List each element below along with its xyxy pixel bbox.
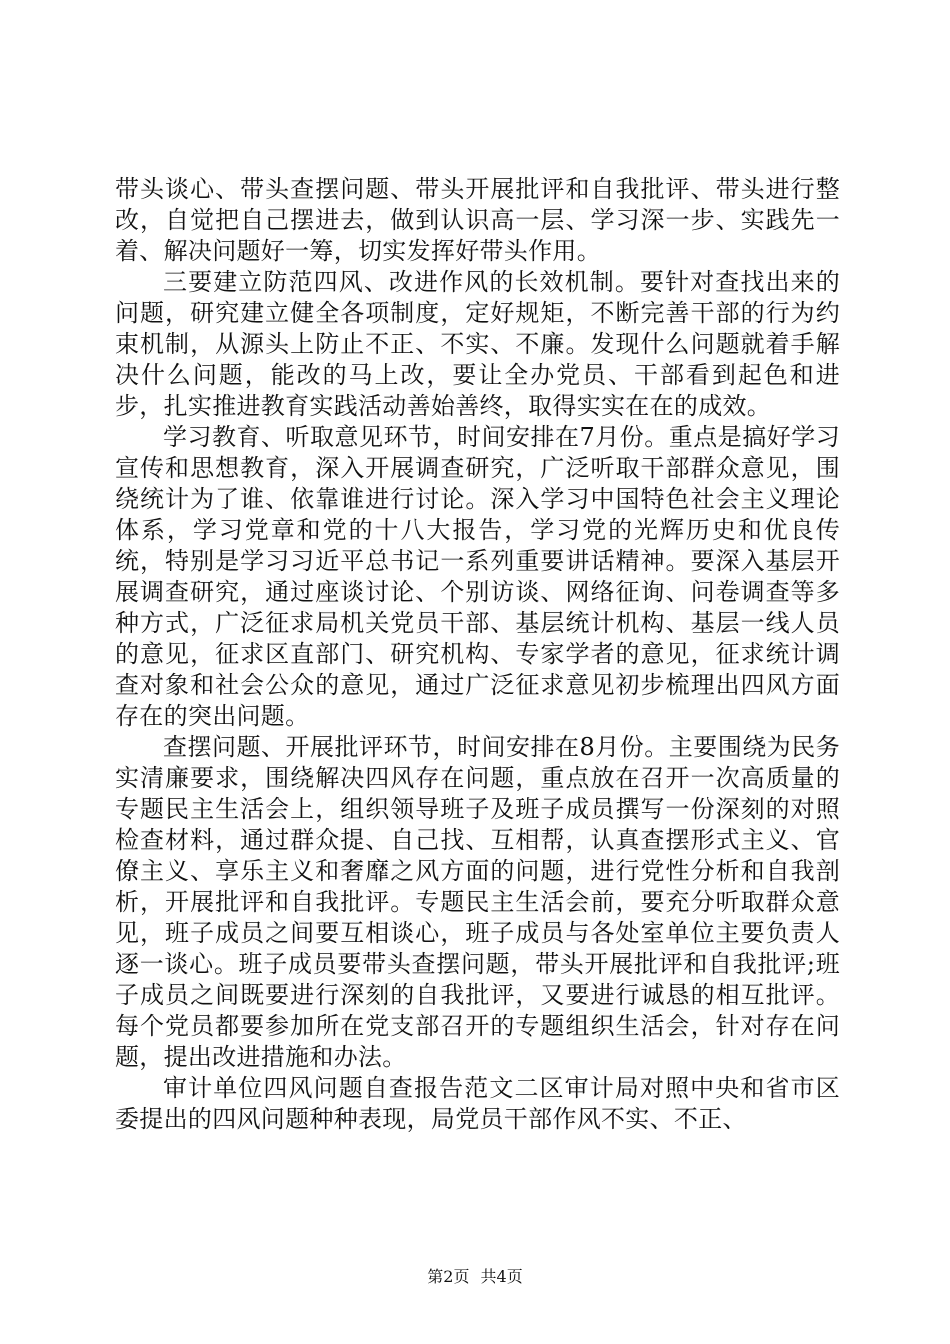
page-footer (0, 1267, 950, 1287)
paragraph-2: 三要建立防范四风、改进作风的长效机制。要针对查找出来的问题，研究建立健全各项制度，定好规矩，不断完善干部的行为约束机制，从源头上防止不正、不实、不廉。发现什么问题就着手解决什么问题，能改的马上改，要让全办党员、干部看到起色和进步，扎实推进教育实践活动善始善终，取得实实在在的成效。 (115, 268, 840, 420)
page-number: 第2页 (427, 1267, 470, 1286)
paragraph-1: 带头谈心、带头查摆问题、带头开展批评和自我批评、带头进行整改，自觉把自己摆进去，做到认识高一层、学习深一步、实践先一着、解决问题好一筹，切实发挥好带头作用。 (115, 175, 840, 265)
page-total: 共4页 (480, 1267, 523, 1286)
paragraph-5: 审计单位四风问题自查报告范文二区审计局对照中央和省市区委提出的四风问题种种表现，局党员干部作风不实、不正、 (115, 1074, 840, 1133)
document-body (115, 174, 840, 1135)
paragraph-3: 学习教育、听取意见环节，时间安排在7月份。重点是搞好学习宣传和思想教育，深入开展调查研究，广泛听取干部群众意见，围绕统计为了谁、依靠谁进行讨论。深入学习中国特色社会主义理论体系，学习党章和党的十八大报告，学习党的光辉历史和优良传统，特别是学习习近平总书记一系列重要讲话精神。要深入基层开展调查研究，通过座谈讨论、个别访谈、网络征询、问卷调查等多种方式，广泛征求局机关党员干部、基层统计机构、基层一线人员的意见，征求区直部门、研究机构、专家学者的意见，征求统计调查对象和社会公众的意见，通过广泛征求意见初步梳理出四风方面存在的突出问题。 (115, 423, 840, 730)
paragraph-4: 查摆问题、开展批评环节，时间安排在8月份。主要围绕为民务实清廉要求，围绕解决四风存在问题，重点放在召开一次高质量的专题民主生活会上，组织领导班子及班子成员撰写一份深刻的对照检查材料，通过群众提、自己找、互相帮，认真查摆形式主义、官僚主义、享乐主义和奢靡之风方面的问题，进行党性分析和自我剖析，开展批评和自我批评。专题民主生活会前，要充分听取群众意见，班子成员之间要互相谈心，班子成员与各处室单位主要负责人逐一谈心。班子成员要带头查摆问题，带头开展批评和自我批评;班子成员之间既要进行深刻的自我批评，又要进行诚恳的相互批评。每个党员都要参加所在党支部召开的专题组织生活会，针对存在问题，提出改进措施和办法。 (115, 733, 840, 1071)
